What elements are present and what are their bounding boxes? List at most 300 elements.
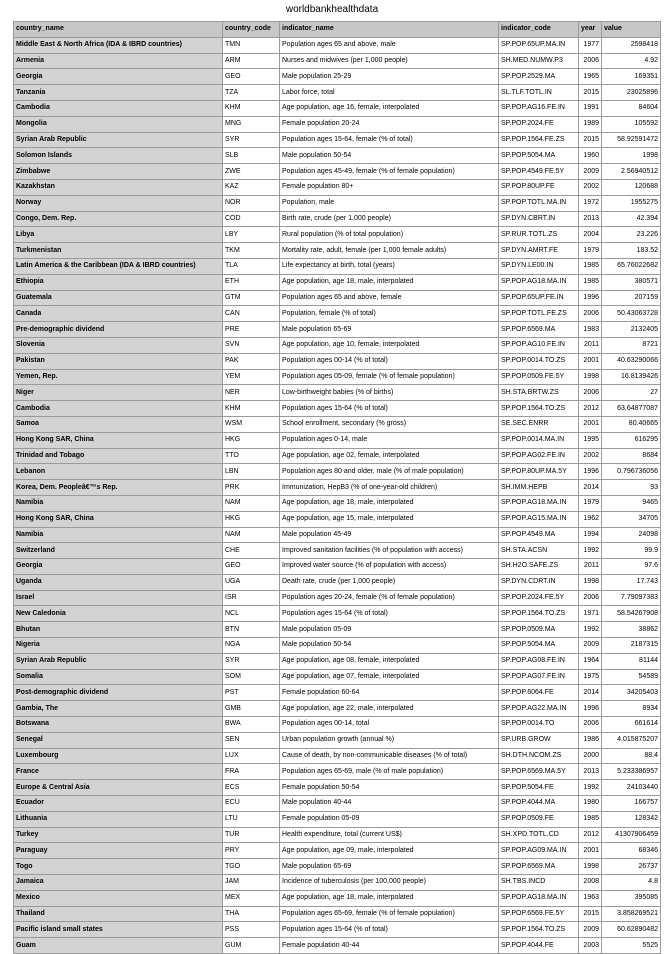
cell-country-code[interactable]: PSS	[223, 922, 280, 938]
cell-country-name[interactable]: Switzerland	[14, 543, 223, 559]
cell-indicator-name[interactable]: Labor force, total	[280, 85, 499, 101]
cell-indicator-code[interactable]: SP.POP.AG18.MA.IN	[499, 274, 579, 290]
cell-country-code[interactable]: FRA	[223, 764, 280, 780]
cell-value[interactable]: 2598418	[602, 37, 661, 53]
cell-indicator-name[interactable]: Age population, age 16, female, interpolated	[280, 100, 499, 116]
cell-value[interactable]: 17.743	[602, 574, 661, 590]
cell-indicator-name[interactable]: Population, male	[280, 195, 499, 211]
cell-country-name[interactable]: Namibia	[14, 495, 223, 511]
cell-indicator-code[interactable]: SH.XPD.TOTL.CD	[499, 827, 579, 843]
cell-indicator-name[interactable]: Death rate, crude (per 1,000 people)	[280, 574, 499, 590]
cell-value[interactable]: 50.43063728	[602, 306, 661, 322]
cell-country-code[interactable]: ETH	[223, 274, 280, 290]
cell-value[interactable]: 8721	[602, 337, 661, 353]
cell-indicator-code[interactable]: SH.H2O.SAFE.ZS	[499, 559, 579, 575]
cell-country-name[interactable]: Solomon Islands	[14, 148, 223, 164]
cell-value[interactable]: 128342	[602, 811, 661, 827]
cell-value[interactable]: 1955275	[602, 195, 661, 211]
cell-indicator-code[interactable]: SP.DYN.AMRT.FE	[499, 243, 579, 259]
cell-country-code[interactable]: GTM	[223, 290, 280, 306]
cell-year[interactable]: 2014	[579, 685, 602, 701]
cell-country-name[interactable]: Pacific island small states	[14, 922, 223, 938]
cell-country-name[interactable]: Nigeria	[14, 638, 223, 654]
cell-indicator-name[interactable]: Male population 50-54	[280, 638, 499, 654]
cell-country-name[interactable]: Georgia	[14, 559, 223, 575]
cell-country-name[interactable]: Botswana	[14, 717, 223, 733]
cell-country-name[interactable]: Post-demographic dividend	[14, 685, 223, 701]
cell-country-name[interactable]: Hong Kong SAR, China	[14, 432, 223, 448]
cell-value[interactable]: 4.015875207	[602, 732, 661, 748]
cell-year[interactable]: 1985	[579, 258, 602, 274]
cell-indicator-code[interactable]: SH.TBS.INCD	[499, 875, 579, 891]
cell-indicator-code[interactable]: SP.POP.2024.FE.5Y	[499, 590, 579, 606]
cell-year[interactable]: 2009	[579, 164, 602, 180]
cell-year[interactable]: 2001	[579, 843, 602, 859]
cell-year[interactable]: 2006	[579, 53, 602, 69]
cell-country-code[interactable]: PAK	[223, 353, 280, 369]
cell-country-name[interactable]: Slovenia	[14, 337, 223, 353]
cell-country-code[interactable]: NCL	[223, 606, 280, 622]
cell-indicator-name[interactable]: Birth rate, crude (per 1,000 people)	[280, 211, 499, 227]
cell-value[interactable]: 88.4	[602, 748, 661, 764]
cell-indicator-code[interactable]: SP.POP.65UP.FE.IN	[499, 290, 579, 306]
cell-country-code[interactable]: ISR	[223, 590, 280, 606]
cell-country-name[interactable]: Israel	[14, 590, 223, 606]
cell-indicator-code[interactable]: SL.TLF.TOTL.IN	[499, 85, 579, 101]
cell-indicator-name[interactable]: Population ages 0-14, male	[280, 432, 499, 448]
cell-indicator-name[interactable]: School enrollment, secondary (% gross)	[280, 416, 499, 432]
column-header-value[interactable]: value	[602, 22, 661, 38]
cell-indicator-code[interactable]: SP.POP.0014.MA.IN	[499, 432, 579, 448]
cell-country-code[interactable]: SEN	[223, 732, 280, 748]
cell-year[interactable]: 1992	[579, 622, 602, 638]
cell-country-code[interactable]: HKG	[223, 511, 280, 527]
cell-indicator-name[interactable]: Male population 25-29	[280, 69, 499, 85]
cell-country-code[interactable]: NER	[223, 385, 280, 401]
cell-indicator-name[interactable]: Female population 05-09	[280, 811, 499, 827]
cell-indicator-name[interactable]: Age population, age 15, male, interpolated	[280, 511, 499, 527]
cell-country-code[interactable]: SLB	[223, 148, 280, 164]
cell-country-code[interactable]: PRK	[223, 480, 280, 496]
cell-year[interactable]: 2006	[579, 717, 602, 733]
cell-value[interactable]: 40.63290066	[602, 353, 661, 369]
cell-value[interactable]: 105592	[602, 116, 661, 132]
cell-country-code[interactable]: ECS	[223, 780, 280, 796]
cell-value[interactable]: 63.64877087	[602, 401, 661, 417]
cell-value[interactable]: 42.394	[602, 211, 661, 227]
cell-year[interactable]: 2002	[579, 179, 602, 195]
cell-country-name[interactable]: Luxembourg	[14, 748, 223, 764]
cell-country-code[interactable]: TKM	[223, 243, 280, 259]
column-header-year[interactable]: year	[579, 22, 602, 38]
cell-year[interactable]: 2003	[579, 938, 602, 954]
cell-indicator-code[interactable]: SP.POP.AG22.MA.IN	[499, 701, 579, 717]
cell-country-code[interactable]: GUM	[223, 938, 280, 954]
cell-indicator-name[interactable]: Improved water source (% of population with access)	[280, 559, 499, 575]
cell-year[interactable]: 2015	[579, 85, 602, 101]
cell-year[interactable]: 1998	[579, 574, 602, 590]
cell-value[interactable]: 120688	[602, 179, 661, 195]
cell-indicator-code[interactable]: SP.DYN.LE00.IN	[499, 258, 579, 274]
cell-indicator-name[interactable]: Population ages 65-69, male (% of male population)	[280, 764, 499, 780]
cell-country-name[interactable]: Turkey	[14, 827, 223, 843]
cell-indicator-name[interactable]: Age population, age 02, female, interpolated	[280, 448, 499, 464]
cell-country-code[interactable]: TGO	[223, 859, 280, 875]
cell-indicator-code[interactable]: SP.POP.0509.MA	[499, 622, 579, 638]
cell-indicator-name[interactable]: Improved sanitation facilities (% of population with access)	[280, 543, 499, 559]
cell-indicator-code[interactable]: SP.POP.4044.MA	[499, 796, 579, 812]
cell-value[interactable]: 93	[602, 480, 661, 496]
cell-indicator-name[interactable]: Age population, age 10, female, interpolated	[280, 337, 499, 353]
cell-indicator-name[interactable]: Male population 40-44	[280, 796, 499, 812]
cell-value[interactable]: 60.62890482	[602, 922, 661, 938]
cell-country-code[interactable]: LUX	[223, 748, 280, 764]
cell-indicator-code[interactable]: SP.RUR.TOTL.ZS	[499, 227, 579, 243]
cell-country-name[interactable]: Zimbabwe	[14, 164, 223, 180]
cell-country-code[interactable]: THA	[223, 906, 280, 922]
cell-country-name[interactable]: Armenia	[14, 53, 223, 69]
cell-country-code[interactable]: JAM	[223, 875, 280, 891]
cell-indicator-name[interactable]: Population ages 20-24, female (% of female population)	[280, 590, 499, 606]
column-header-country-code[interactable]: country_code	[223, 22, 280, 38]
cell-year[interactable]: 2011	[579, 559, 602, 575]
cell-country-name[interactable]: Thailand	[14, 906, 223, 922]
cell-country-name[interactable]: Uganda	[14, 574, 223, 590]
cell-indicator-code[interactable]: SP.POP.5054.FE	[499, 780, 579, 796]
cell-country-code[interactable]: GEO	[223, 559, 280, 575]
cell-value[interactable]: 41307906459	[602, 827, 661, 843]
cell-value[interactable]: 65.76022682	[602, 258, 661, 274]
cell-indicator-name[interactable]: Health expenditure, total (current US$)	[280, 827, 499, 843]
cell-indicator-code[interactable]: SP.DYN.CDRT.IN	[499, 574, 579, 590]
cell-value[interactable]: 207159	[602, 290, 661, 306]
cell-country-name[interactable]: Mongolia	[14, 116, 223, 132]
cell-country-name[interactable]: Middle East & North Africa (IDA & IBRD countries)	[14, 37, 223, 53]
cell-country-name[interactable]: Niger	[14, 385, 223, 401]
cell-indicator-code[interactable]: SP.POP.AG18.MA.IN	[499, 495, 579, 511]
cell-country-name[interactable]: Somalia	[14, 669, 223, 685]
cell-indicator-name[interactable]: Incidence of tuberculosis (per 100,000 people)	[280, 875, 499, 891]
cell-value[interactable]: 4.8	[602, 875, 661, 891]
cell-indicator-code[interactable]: SP.POP.80UP.FE	[499, 179, 579, 195]
cell-country-code[interactable]: KAZ	[223, 179, 280, 195]
cell-indicator-code[interactable]: SH.STA.ACSN	[499, 543, 579, 559]
cell-country-name[interactable]: Ecuador	[14, 796, 223, 812]
cell-value[interactable]: 8934	[602, 701, 661, 717]
cell-country-name[interactable]: Samoa	[14, 416, 223, 432]
cell-indicator-code[interactable]: SP.POP.AG18.MA.IN	[499, 890, 579, 906]
cell-country-code[interactable]: SYR	[223, 653, 280, 669]
cell-indicator-code[interactable]: SP.POP.6569.MA	[499, 322, 579, 338]
cell-year[interactable]: 1983	[579, 322, 602, 338]
column-header-country-name[interactable]: country_name	[14, 22, 223, 38]
cell-indicator-code[interactable]: SH.STA.BRTW.ZS	[499, 385, 579, 401]
cell-indicator-code[interactable]: SH.DTH.NCOM.ZS	[499, 748, 579, 764]
cell-indicator-name[interactable]: Mortality rate, adult, female (per 1,000 female adults)	[280, 243, 499, 259]
cell-country-code[interactable]: NAM	[223, 495, 280, 511]
cell-year[interactable]: 2002	[579, 448, 602, 464]
cell-country-code[interactable]: LTU	[223, 811, 280, 827]
cell-country-name[interactable]: Lithuania	[14, 811, 223, 827]
cell-indicator-name[interactable]: Population ages 65 and above, female	[280, 290, 499, 306]
cell-country-name[interactable]: Lebanon	[14, 464, 223, 480]
cell-country-code[interactable]: ZWE	[223, 164, 280, 180]
cell-indicator-code[interactable]: SP.POP.1564.TO.ZS	[499, 922, 579, 938]
cell-year[interactable]: 1995	[579, 432, 602, 448]
cell-indicator-code[interactable]: SP.POP.6569.MA.5Y	[499, 764, 579, 780]
cell-value[interactable]: 24098	[602, 527, 661, 543]
cell-value[interactable]: 27	[602, 385, 661, 401]
cell-value[interactable]: 7.79097383	[602, 590, 661, 606]
cell-country-name[interactable]: Ethiopia	[14, 274, 223, 290]
cell-indicator-name[interactable]: Population ages 65-69, female (% of female population)	[280, 906, 499, 922]
cell-year[interactable]: 2013	[579, 211, 602, 227]
cell-indicator-code[interactable]: SP.POP.1564.FE.ZS	[499, 132, 579, 148]
cell-country-name[interactable]: Canada	[14, 306, 223, 322]
cell-value[interactable]: 8684	[602, 448, 661, 464]
cell-value[interactable]: 5.233386957	[602, 764, 661, 780]
cell-indicator-code[interactable]: SP.POP.1564.TO.ZS	[499, 401, 579, 417]
cell-year[interactable]: 1998	[579, 859, 602, 875]
cell-indicator-name[interactable]: Life expectancy at birth, total (years)	[280, 258, 499, 274]
cell-country-code[interactable]: SYR	[223, 132, 280, 148]
cell-value[interactable]: 2.56940512	[602, 164, 661, 180]
cell-year[interactable]: 2008	[579, 875, 602, 891]
cell-value[interactable]: 3.858269521	[602, 906, 661, 922]
cell-indicator-code[interactable]: SH.MED.NUMW.P3	[499, 53, 579, 69]
cell-year[interactable]: 1965	[579, 69, 602, 85]
cell-indicator-name[interactable]: Age population, age 07, female, interpolated	[280, 669, 499, 685]
cell-country-name[interactable]: Hong Kong SAR, China	[14, 511, 223, 527]
cell-indicator-code[interactable]: SP.POP.80UP.MA.5Y	[499, 464, 579, 480]
cell-year[interactable]: 1964	[579, 653, 602, 669]
cell-country-code[interactable]: CHE	[223, 543, 280, 559]
cell-year[interactable]: 2012	[579, 827, 602, 843]
cell-indicator-code[interactable]: SP.POP.0509.FE.5Y	[499, 369, 579, 385]
cell-indicator-code[interactable]: SP.POP.0014.TO.ZS	[499, 353, 579, 369]
cell-value[interactable]: 99.9	[602, 543, 661, 559]
cell-indicator-code[interactable]: SP.POP.6569.FE.5Y	[499, 906, 579, 922]
cell-country-code[interactable]: GMB	[223, 701, 280, 717]
cell-year[interactable]: 1986	[579, 732, 602, 748]
cell-indicator-code[interactable]: SP.POP.4549.FE.5Y	[499, 164, 579, 180]
cell-indicator-name[interactable]: Population ages 15-64 (% of total)	[280, 922, 499, 938]
cell-indicator-name[interactable]: Urban population growth (annual %)	[280, 732, 499, 748]
cell-value[interactable]: 166757	[602, 796, 661, 812]
cell-indicator-name[interactable]: Population ages 15-64 (% of total)	[280, 606, 499, 622]
cell-indicator-code[interactable]: SP.POP.5054.MA	[499, 148, 579, 164]
cell-country-name[interactable]: Jamaica	[14, 875, 223, 891]
cell-value[interactable]: 23.226	[602, 227, 661, 243]
cell-indicator-name[interactable]: Population ages 05-09, female (% of female population)	[280, 369, 499, 385]
cell-indicator-code[interactable]: SP.POP.6064.FE	[499, 685, 579, 701]
cell-country-code[interactable]: GEO	[223, 69, 280, 85]
cell-value[interactable]: 81144	[602, 653, 661, 669]
cell-value[interactable]: 16.8139426	[602, 369, 661, 385]
cell-indicator-code[interactable]: SP.POP.65UP.MA.IN	[499, 37, 579, 53]
cell-country-name[interactable]: Syrian Arab Republic	[14, 653, 223, 669]
cell-country-name[interactable]: Tanzania	[14, 85, 223, 101]
cell-value[interactable]: 54589	[602, 669, 661, 685]
cell-country-name[interactable]: Mexico	[14, 890, 223, 906]
cell-indicator-name[interactable]: Age population, age 18, male, interpolated	[280, 890, 499, 906]
cell-country-code[interactable]: YEM	[223, 369, 280, 385]
cell-indicator-name[interactable]: Population, female (% of total)	[280, 306, 499, 322]
cell-value[interactable]: 661614	[602, 717, 661, 733]
cell-country-code[interactable]: NAM	[223, 527, 280, 543]
cell-indicator-code[interactable]: SP.POP.AG16.FE.IN	[499, 100, 579, 116]
cell-country-code[interactable]: LBN	[223, 464, 280, 480]
cell-value[interactable]: 1998	[602, 148, 661, 164]
cell-year[interactable]: 2006	[579, 590, 602, 606]
cell-indicator-code[interactable]: SP.POP.AG10.FE.IN	[499, 337, 579, 353]
cell-country-code[interactable]: UGA	[223, 574, 280, 590]
cell-country-name[interactable]: Syrian Arab Republic	[14, 132, 223, 148]
cell-indicator-name[interactable]: Female population 40-44	[280, 938, 499, 954]
cell-indicator-name[interactable]: Population ages 15-64, female (% of total)	[280, 132, 499, 148]
cell-indicator-code[interactable]: SP.POP.4044.FE	[499, 938, 579, 954]
cell-country-name[interactable]: France	[14, 764, 223, 780]
cell-indicator-name[interactable]: Rural population (% of total population)	[280, 227, 499, 243]
cell-indicator-name[interactable]: Population ages 00-14, total	[280, 717, 499, 733]
cell-year[interactable]: 2001	[579, 353, 602, 369]
cell-country-code[interactable]: MEX	[223, 890, 280, 906]
cell-year[interactable]: 2011	[579, 337, 602, 353]
cell-country-code[interactable]: PRY	[223, 843, 280, 859]
cell-year[interactable]: 1996	[579, 290, 602, 306]
cell-indicator-name[interactable]: Population ages 00-14 (% of total)	[280, 353, 499, 369]
cell-country-code[interactable]: TTO	[223, 448, 280, 464]
cell-indicator-name[interactable]: Female population 80+	[280, 179, 499, 195]
cell-year[interactable]: 1992	[579, 543, 602, 559]
cell-value[interactable]: 84604	[602, 100, 661, 116]
cell-value[interactable]: 68346	[602, 843, 661, 859]
cell-country-name[interactable]: Latin America & the Caribbean (IDA & IBRD countries)	[14, 258, 223, 274]
cell-year[interactable]: 2006	[579, 306, 602, 322]
cell-country-code[interactable]: KHM	[223, 401, 280, 417]
cell-indicator-name[interactable]: Population ages 15-64 (% of total)	[280, 401, 499, 417]
cell-year[interactable]: 2013	[579, 764, 602, 780]
cell-value[interactable]: 5525	[602, 938, 661, 954]
cell-indicator-code[interactable]: SP.POP.AG07.FE.IN	[499, 669, 579, 685]
cell-indicator-code[interactable]: SP.POP.AG15.MA.IN	[499, 511, 579, 527]
cell-value[interactable]: 4.92	[602, 53, 661, 69]
cell-country-code[interactable]: BTN	[223, 622, 280, 638]
cell-year[interactable]: 1971	[579, 606, 602, 622]
cell-country-name[interactable]: Turkmenistan	[14, 243, 223, 259]
cell-value[interactable]: 58.54267908	[602, 606, 661, 622]
cell-country-code[interactable]: ARM	[223, 53, 280, 69]
cell-year[interactable]: 1975	[579, 669, 602, 685]
cell-value[interactable]: 380571	[602, 274, 661, 290]
cell-indicator-name[interactable]: Female population 20-24	[280, 116, 499, 132]
cell-indicator-code[interactable]: SP.POP.1564.TO.ZS	[499, 606, 579, 622]
cell-year[interactable]: 1996	[579, 701, 602, 717]
cell-year[interactable]: 1998	[579, 369, 602, 385]
cell-country-name[interactable]: Congo, Dem. Rep.	[14, 211, 223, 227]
cell-year[interactable]: 2004	[579, 227, 602, 243]
cell-year[interactable]: 1962	[579, 511, 602, 527]
cell-country-code[interactable]: KHM	[223, 100, 280, 116]
column-header-indicator-name[interactable]: indicator_name	[280, 22, 499, 38]
cell-value[interactable]: 0.796736056	[602, 464, 661, 480]
cell-indicator-name[interactable]: Age population, age 18, male, interpolated	[280, 495, 499, 511]
cell-indicator-name[interactable]: Age population, age 09, male, interpolated	[280, 843, 499, 859]
cell-country-name[interactable]: Trinidad and Tobago	[14, 448, 223, 464]
cell-indicator-code[interactable]: SP.POP.5054.MA	[499, 638, 579, 654]
cell-indicator-code[interactable]: SE.SEC.ENRR	[499, 416, 579, 432]
cell-year[interactable]: 2006	[579, 385, 602, 401]
cell-country-code[interactable]: ECU	[223, 796, 280, 812]
cell-value[interactable]: 80.40665	[602, 416, 661, 432]
cell-country-code[interactable]: BWA	[223, 717, 280, 733]
cell-country-code[interactable]: LBY	[223, 227, 280, 243]
cell-country-name[interactable]: Libya	[14, 227, 223, 243]
cell-value[interactable]: 24103440	[602, 780, 661, 796]
cell-country-name[interactable]: Guam	[14, 938, 223, 954]
cell-year[interactable]: 1996	[579, 464, 602, 480]
cell-value[interactable]: 169351	[602, 69, 661, 85]
cell-country-code[interactable]: MNG	[223, 116, 280, 132]
cell-indicator-code[interactable]: SP.POP.2024.FE	[499, 116, 579, 132]
cell-year[interactable]: 1989	[579, 116, 602, 132]
cell-indicator-name[interactable]: Male population 05-09	[280, 622, 499, 638]
cell-country-code[interactable]: COD	[223, 211, 280, 227]
cell-country-name[interactable]: Bhutan	[14, 622, 223, 638]
cell-value[interactable]: 183.52	[602, 243, 661, 259]
cell-country-code[interactable]: TZA	[223, 85, 280, 101]
cell-value[interactable]: 9465	[602, 495, 661, 511]
cell-country-code[interactable]: TMN	[223, 37, 280, 53]
cell-indicator-name[interactable]: Nurses and midwives (per 1,000 people)	[280, 53, 499, 69]
cell-country-name[interactable]: Namibia	[14, 527, 223, 543]
cell-value[interactable]: 616295	[602, 432, 661, 448]
cell-country-code[interactable]: TLA	[223, 258, 280, 274]
cell-country-code[interactable]: WSM	[223, 416, 280, 432]
cell-indicator-code[interactable]: SP.URB.GROW	[499, 732, 579, 748]
cell-year[interactable]: 1992	[579, 780, 602, 796]
cell-value[interactable]: 2132405	[602, 322, 661, 338]
cell-indicator-code[interactable]: SH.IMM.HEPB	[499, 480, 579, 496]
cell-year[interactable]: 2000	[579, 748, 602, 764]
cell-year[interactable]: 1979	[579, 243, 602, 259]
cell-country-code[interactable]: HKG	[223, 432, 280, 448]
cell-indicator-name[interactable]: Population ages 80 and older, male (% of male population)	[280, 464, 499, 480]
cell-indicator-code[interactable]: SP.POP.TOTL.MA.IN	[499, 195, 579, 211]
cell-country-code[interactable]: SVN	[223, 337, 280, 353]
cell-value[interactable]: 58.92591472	[602, 132, 661, 148]
cell-country-name[interactable]: Kazakhstan	[14, 179, 223, 195]
cell-year[interactable]: 2014	[579, 480, 602, 496]
cell-indicator-name[interactable]: Population ages 65 and above, male	[280, 37, 499, 53]
cell-indicator-name[interactable]: Male population 65-69	[280, 859, 499, 875]
cell-country-name[interactable]: Guatemala	[14, 290, 223, 306]
cell-country-code[interactable]: TUR	[223, 827, 280, 843]
cell-country-name[interactable]: New Caledonia	[14, 606, 223, 622]
cell-indicator-code[interactable]: SP.POP.6569.MA	[499, 859, 579, 875]
cell-indicator-code[interactable]: SP.POP.2529.MA	[499, 69, 579, 85]
cell-year[interactable]: 2015	[579, 132, 602, 148]
cell-country-name[interactable]: Yemen, Rep.	[14, 369, 223, 385]
cell-country-code[interactable]: NOR	[223, 195, 280, 211]
cell-country-name[interactable]: Paraguay	[14, 843, 223, 859]
cell-indicator-name[interactable]: Age population, age 18, male, interpolated	[280, 274, 499, 290]
cell-indicator-name[interactable]: Male population 45-49	[280, 527, 499, 543]
cell-value[interactable]: 34705	[602, 511, 661, 527]
cell-country-code[interactable]: SOM	[223, 669, 280, 685]
cell-year[interactable]: 1963	[579, 890, 602, 906]
cell-country-name[interactable]: Norway	[14, 195, 223, 211]
